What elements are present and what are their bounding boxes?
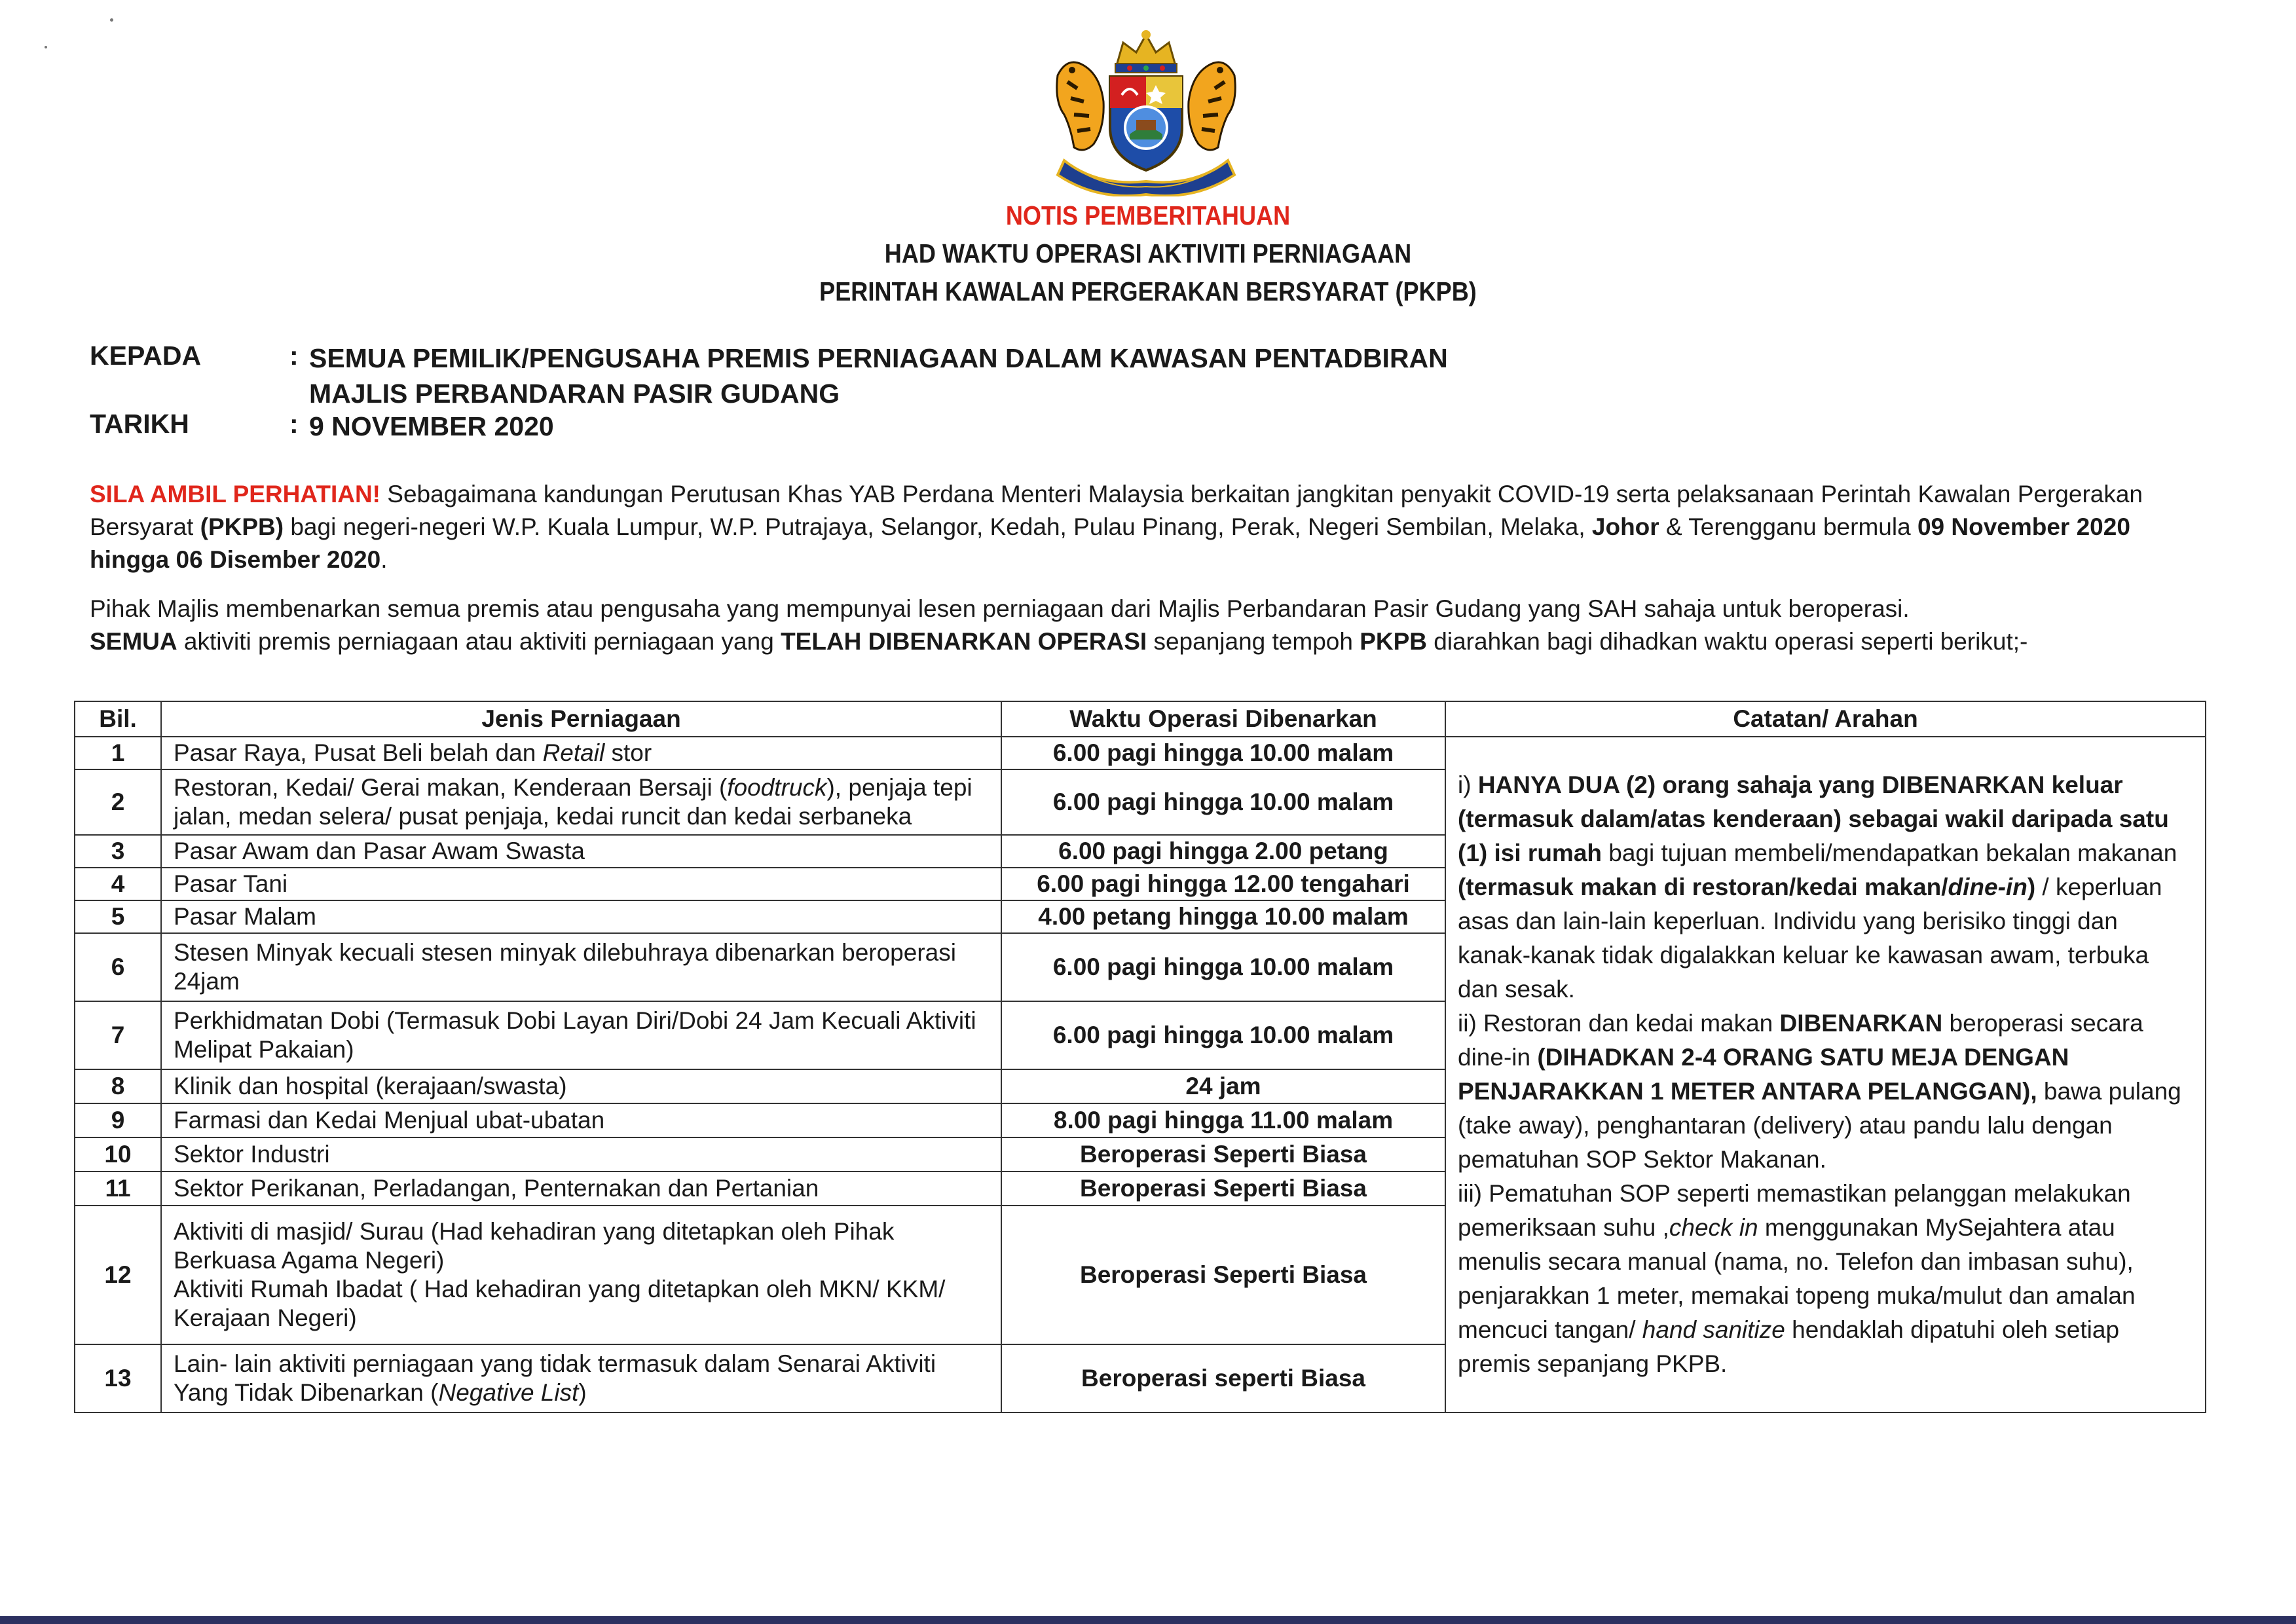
catatan-bold: (termasuk makan di restoran/kedai makan/ <box>1458 874 1948 900</box>
row-jenis: Klinik dan hospital (kerajaan/swasta) <box>161 1069 1001 1103</box>
row-jenis-text: stor <box>604 739 652 766</box>
kepada-value-line1: SEMUA PEMILIK/PENGUSAHA PREMIS PERNIAGAAN DALAM KAWASAN PENTADBIRAN <box>309 343 1448 373</box>
row-bil: 9 <box>75 1103 161 1137</box>
row-bil: 2 <box>75 769 161 835</box>
row-bil: 6 <box>75 933 161 1001</box>
catatan-text: iii) Pematuhan SOP seperti memastikan pelanggan melakukan pemeriksaan suhu , <box>1458 1180 2131 1241</box>
row-waktu: 6.00 pagi hingga 10.00 malam <box>1001 1001 1445 1069</box>
shield-icon <box>1110 77 1182 170</box>
row-waktu: 24 jam <box>1001 1069 1445 1103</box>
row-jenis: Perkhidmatan Dobi (Termasuk Dobi Layan Diri/Dobi 24 Jam Kecuali Aktiviti Melipat Pakaian) <box>161 1001 1001 1069</box>
notice-paragraph <box>90 478 2205 576</box>
row-jenis <box>161 737 1001 769</box>
row-jenis-text: Pasar Raya, Pusat Beli belah dan <box>174 739 543 766</box>
row-bil: 8 <box>75 1069 161 1103</box>
scan-bottom-edge <box>0 1616 2296 1624</box>
row-jenis: Pasar Malam <box>161 900 1001 933</box>
instruction-bold-pkpb: PKPB <box>1360 628 1428 655</box>
kepada-colon: : <box>289 341 299 371</box>
row-bil: 13 <box>75 1344 161 1412</box>
instruction-text-3: diarahkan bagi dihadkan waktu operasi seperti berikut;- <box>1427 628 2028 655</box>
crown-icon <box>1115 30 1177 73</box>
row-jenis-text: ) <box>578 1379 587 1406</box>
heading-title: NOTIS PEMBERITAHUAN <box>1005 200 1291 231</box>
heading-subtitle-1: HAD WAKTU OPERASI AKTIVITI PERNIAGAAN <box>884 238 1412 268</box>
header-catatan: Catatan/ Arahan <box>1445 701 2206 737</box>
row-bil: 7 <box>75 1001 161 1069</box>
row-bil: 11 <box>75 1172 161 1206</box>
row-jenis-line: Aktiviti di masjid/ Surau (Had kehadiran yang ditetapkan oleh Pihak Berkuasa Agama Negeri) <box>174 1218 895 1274</box>
row-waktu: 6.00 pagi hingga 10.00 malam <box>1001 737 1445 769</box>
row-jenis-text: Restoran, Kedai/ Gerai makan, Kenderaan Bersaji ( <box>174 774 728 801</box>
scan-speck <box>110 18 113 22</box>
row-bil: 12 <box>75 1206 161 1344</box>
tarikh-colon: : <box>289 409 299 439</box>
header-jenis: Jenis Perniagaan <box>161 701 1001 737</box>
table-header-row <box>75 701 2206 737</box>
tiger-left-icon <box>1057 62 1103 150</box>
row-jenis-italic: Retail <box>542 739 605 766</box>
notice-text-3: & Terengganu bermula <box>1659 513 1917 540</box>
catatan-text: hendaklah dipatuhi oleh setiap premis sepanjang PKPB. <box>1458 1316 2120 1377</box>
row-waktu: 8.00 pagi hingga 11.00 malam <box>1001 1103 1445 1137</box>
row-jenis-italic: foodtruck <box>727 774 827 801</box>
notice-alert: SILA AMBIL PERHATIAN! <box>90 481 380 507</box>
row-waktu: Beroperasi Seperti Biasa <box>1001 1206 1445 1344</box>
catatan-text: bawa pulang (take away), penghantaran (delivery) atau pandu lalu dengan pematuhan SOP Sektor Makanan. <box>1458 1078 2181 1173</box>
row-jenis: Pasar Tani <box>161 868 1001 900</box>
catatan-text: bagi tujuan membeli/mendapatkan bekalan makanan <box>1602 840 2177 866</box>
row-jenis: Farmasi dan Kedai Menjual ubat-ubatan <box>161 1103 1001 1137</box>
notice-text-1: Sebagaimana kandungan Perutusan Khas YAB Perdana Menteri Malaysia berkaitan jangkitan penyakit COVID-19 serta pelaksanaan Perintah Kawalan Pergerakan Bersyarat <box>90 481 2143 540</box>
scan-speck <box>45 46 47 48</box>
instruction-paragraph <box>90 593 2205 658</box>
tarikh-label: TARIKH <box>90 409 189 439</box>
notice-heading <box>0 196 2296 310</box>
heading-subtitle-2: PERINTAH KAWALAN PERGERAKAN BERSYARAT (PKPB) <box>819 276 1477 306</box>
row-jenis-text: ), penjaja tepi jalan, medan selera/ pusat penjaja, kedai runcit dan kedai serbaneka <box>174 774 972 830</box>
kepada-label: KEPADA <box>90 341 202 371</box>
catatan-italic: check in <box>1669 1214 1758 1241</box>
notice-bold-pkpb: (PKPB) <box>200 513 284 540</box>
row-jenis: Pasar Awam dan Pasar Awam Swasta <box>161 835 1001 868</box>
row-jenis: Stesen Minyak kecuali stesen minyak dilebuhraya dibenarkan beroperasi 24jam <box>161 933 1001 1001</box>
operating-hours-table <box>74 701 2206 1413</box>
row-waktu: 6.00 pagi hingga 10.00 malam <box>1001 933 1445 1001</box>
row-jenis-line: Aktiviti Rumah Ibadat ( Had kehadiran yang ditetapkan oleh MKN/ KKM/ Kerajaan Negeri) <box>174 1276 946 1331</box>
row-bil: 3 <box>75 835 161 868</box>
instruction-bold-dibenarkan: TELAH DIBENARKAN OPERASI <box>781 628 1147 655</box>
catatan-bold: ) <box>2027 874 2036 900</box>
table-row <box>75 737 2206 769</box>
row-waktu: 4.00 petang hingga 10.00 malam <box>1001 900 1445 933</box>
catatan-bold: DIBENARKAN <box>1779 1010 1943 1037</box>
header-bil: Bil. <box>75 701 161 737</box>
tarikh-value: 9 NOVEMBER 2020 <box>309 411 554 441</box>
catatan-bold: (DIHADKAN 2-4 ORANG SATU MEJA DENGAN PENJARAKKAN 1 METER ANTARA PELANGGAN), <box>1458 1044 2069 1105</box>
notice-bold-dates: 09 November 2020 hingga 06 Disember 2020 <box>90 513 2130 573</box>
catatan-text: / keperluan asas dan lain-lain keperluan. Individu yang berisiko tinggi dan kanak-kanak tidak digalakkan keluar ke kawasan awam, terbuka dan sesak. <box>1458 874 2162 1003</box>
row-waktu: Beroperasi Seperti Biasa <box>1001 1172 1445 1206</box>
row-waktu: 6.00 pagi hingga 10.00 malam <box>1001 769 1445 835</box>
row-jenis-italic: Negative List <box>438 1379 579 1406</box>
catatan-cell <box>1445 737 2206 1412</box>
row-waktu: Beroperasi Seperti Biasa <box>1001 1137 1445 1172</box>
row-bil: 1 <box>75 737 161 769</box>
row-waktu: 6.00 pagi hingga 12.00 tengahari <box>1001 868 1445 900</box>
catatan-text: ii) Restoran dan kedai makan <box>1458 1010 1780 1037</box>
header-waktu: Waktu Operasi Dibenarkan <box>1001 701 1445 737</box>
row-waktu: Beroperasi seperti Biasa <box>1001 1344 1445 1412</box>
row-jenis <box>161 1206 1001 1344</box>
instruction-line-1: Pihak Majlis membenarkan semua premis atau pengusaha yang mempunyai lesen perniagaan dari Majlis Perbandaran Pasir Gudang yang SAH sahaja untuk beroperasi. <box>90 595 1910 622</box>
row-jenis: Sektor Industri <box>161 1137 1001 1172</box>
row-jenis-text: Lain- lain aktiviti perniagaan yang tidak termasuk dalam Senarai Aktiviti Yang Tidak Dibenarkan ( <box>174 1350 936 1406</box>
notice-text-4: . <box>380 546 388 573</box>
catatan-text: menggunakan MySejahtera atau menulis secara manual (nama, no. Telefon dan imbasan suhu), penjarakkan 1 meter, memakai topeng muka/mulut dan amalan mencuci tangan/ <box>1458 1214 2136 1343</box>
row-jenis: Sektor Perikanan, Perladangan, Penternakan dan Pertanian <box>161 1172 1001 1206</box>
row-waktu: 6.00 pagi hingga 2.00 petang <box>1001 835 1445 868</box>
instruction-bold-semua: SEMUA <box>90 628 177 655</box>
catatan-italic: hand sanitize <box>1642 1316 1785 1343</box>
row-bil: 10 <box>75 1137 161 1172</box>
row-bil: 5 <box>75 900 161 933</box>
kepada-value <box>309 341 1619 411</box>
notice-bold-johor: Johor <box>1591 513 1659 540</box>
catatan-text: beroperasi secara dine-in <box>1458 1010 2143 1071</box>
row-jenis <box>161 769 1001 835</box>
tiger-right-icon <box>1189 62 1235 150</box>
instruction-text-2: sepanjang tempoh <box>1147 628 1360 655</box>
row-bil: 4 <box>75 868 161 900</box>
notice-text-2: bagi negeri-negeri W.P. Kuala Lumpur, W.P. Putrajaya, Selangor, Kedah, Pulau Pinang, Perak, Negeri Sembilan, Melaka, <box>284 513 1592 540</box>
catatan-bold: HANYA DUA (2) orang sahaja yang DIBENARKAN keluar (termasuk dalam/atas kenderaan) sebagai wakil daripada satu (1) isi rumah <box>1458 771 2169 866</box>
johor-crest-emblem <box>1038 29 1254 196</box>
instruction-text-1: aktiviti premis perniagaan atau aktiviti perniagaan yang <box>177 628 781 655</box>
catatan-text: i) <box>1458 771 1478 798</box>
kepada-value-line2: MAJLIS PERBANDARAN PASIR GUDANG <box>309 378 840 409</box>
row-jenis <box>161 1344 1001 1412</box>
catatan-bold-italic: dine-in <box>1948 874 2028 900</box>
